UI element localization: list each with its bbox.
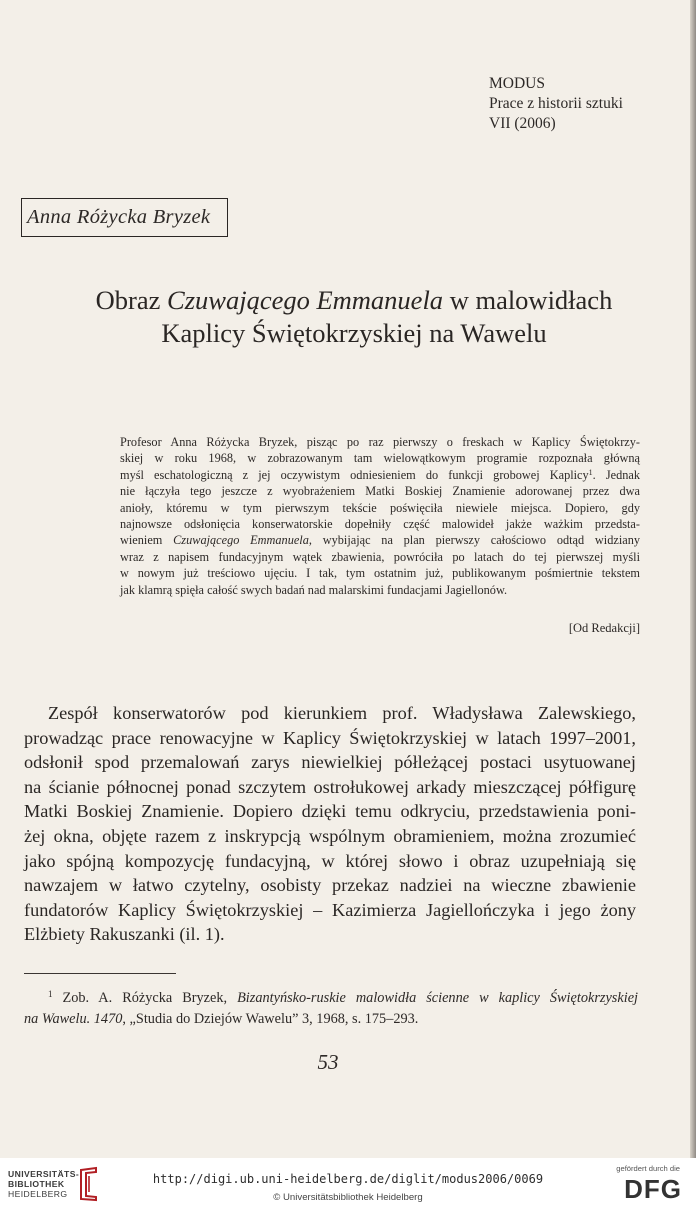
article-title [24, 284, 684, 350]
page-number: 53 [317, 1050, 339, 1074]
title-text: w malowidłach [443, 285, 613, 315]
body-line: nawzajem w łatwo czytelny, osobisty przekaz nadziei na wieczne zbawienie [24, 875, 636, 896]
footnote-italic: Bizantyńsko-ruskie malowidła ścienne w kaplicy Świętokrzyskiej [237, 990, 639, 1006]
title-line-2: Kaplicy Świętokrzyskiej na Wawelu [161, 318, 547, 348]
library-name-line: HEIDELBERG [8, 1189, 68, 1199]
dfg-logo: DFG [624, 1174, 682, 1204]
abstract-italic: Czuwającego Emmanuela [173, 533, 309, 548]
abstract-line: nie łączyła tego jeszcze z wyobrażeniem Matki Boskiej Znamienie adorowanej przez dwa [120, 484, 640, 499]
journal-name: MODUS [489, 75, 545, 92]
body-line: jako spójną kompozycję fundacyjną, w której słowo i obraz uzupełniają się [24, 850, 636, 871]
journal-subtitle: Prace z historii sztuki [489, 95, 623, 112]
author-box [21, 198, 228, 237]
footnote [24, 988, 638, 1029]
abstract-line: wraz z napisem fundacyjnym wątek zbawienia, powróciła po latach do tej pierwszej myśli [120, 549, 640, 564]
library-name-line: BIBLIOTHEK [8, 1179, 65, 1189]
funded-by-text: gefördert durch die [616, 1164, 680, 1173]
author-name: Anna Różycka Bryzek [27, 206, 211, 228]
abstract-line: skiej w roku 1968, w zobrazowanym tam wielowątkowym programie rozpoznała główną [120, 451, 640, 466]
footnote-number: 1 [48, 989, 53, 999]
footnote-rule [24, 973, 176, 974]
body-line: żej okna, objęte razem z inskrypcją wspólnym obramieniem, można zrozumieć [24, 825, 636, 846]
footnote-text: , „Studia do Dziejów Wawelu” 3, 1968, s. 175–293. [122, 1010, 419, 1027]
abstract-line: Profesor Anna Różycka Bryzek, pisząc po raz pierwszy o freskach w Kaplicy Świętokrzy- [120, 435, 640, 449]
body-line: odsłonił spod przemalowań zarys niewielkiej półleżącej postaci usytuowanej [24, 752, 636, 773]
library-name-line: UNIVERSITÄTS- [8, 1169, 80, 1179]
journal-volume: VII (2006) [489, 115, 556, 132]
footnote-ref: 1 [588, 467, 593, 477]
abstract-text: wieniem [120, 533, 174, 548]
abstract-line: najnowsze odsłonięcia konserwatorskie dopełniły część malowideł jakże ważkim przedsta- [120, 516, 640, 531]
body-line: prowadząc prace renowacyjne w Kaplicy Świętokrzyskiej w latach 1997–2001, [24, 727, 636, 748]
editorial-signature: [Od Redakcji] [568, 621, 640, 635]
abstract-text: , wybijając na plan pierwszy całościowo odtąd widziany [308, 533, 640, 548]
body-line: fundatorów Kaplicy Świętokrzyskiej – Kazimierza Jagiellończyka i jego żony [24, 899, 636, 920]
title-text: Obraz [95, 285, 168, 315]
footnote-line [24, 988, 638, 1009]
page-edge-shadow [690, 0, 696, 1158]
abstract-text: . Jednak [592, 467, 640, 482]
body-line: Matki Boskiej Znamienie. Dopiero dzięki temu odkryciu, przedstawienia poni- [24, 801, 636, 822]
journal-header [489, 74, 639, 134]
abstract-line: jak klamrą spięła całość swych badań nad malarskimi fundacjami Jagiellonów. [120, 582, 508, 597]
permalink-url[interactable]: http://digi.ub.uni-heidelberg.de/diglit/modus2006/0069 [152, 1172, 544, 1186]
title-italic: Czuwającego Emmanuela [167, 285, 444, 315]
body-line: na ścianie północnej ponad szczytem ostrołukowej arkady mieszczącej półfigurę [24, 776, 636, 797]
body-line: Zespół konserwatorów pod kierunkiem prof. Władysława Zalewskiego, [48, 703, 636, 723]
abstract-line: anioły, któremu w tym pierwszym tekście poświęciła niewiele miejsca. Dopiero, gdy [120, 500, 640, 515]
title-line-1 [24, 284, 684, 317]
footnote-italic: na Wawelu. 1470 [24, 1010, 123, 1027]
footer-bar [0, 1158, 696, 1210]
editorial-abstract [120, 434, 640, 598]
body-paragraph [24, 701, 636, 947]
abstract-text: myśl eschatologiczną z jej oczywistym odniesieniem do funkcji grobowej Kaplicy [120, 467, 589, 482]
abstract-line: w nowym już treściowo ujęciu. I tak, tym ostatnim już, publikowanym pośmiertnie tekstem [120, 566, 640, 581]
footnote-line [24, 1009, 638, 1030]
footnote-text: Zob. A. Różycka Bryzek, [52, 990, 238, 1006]
copyright-text: © Universitätsbibliothek Heidelberg [273, 1192, 423, 1203]
abstract-line [120, 532, 640, 548]
body-line: Elżbiety Rakuszanki (il. 1). [24, 924, 225, 945]
abstract-line [120, 467, 640, 483]
